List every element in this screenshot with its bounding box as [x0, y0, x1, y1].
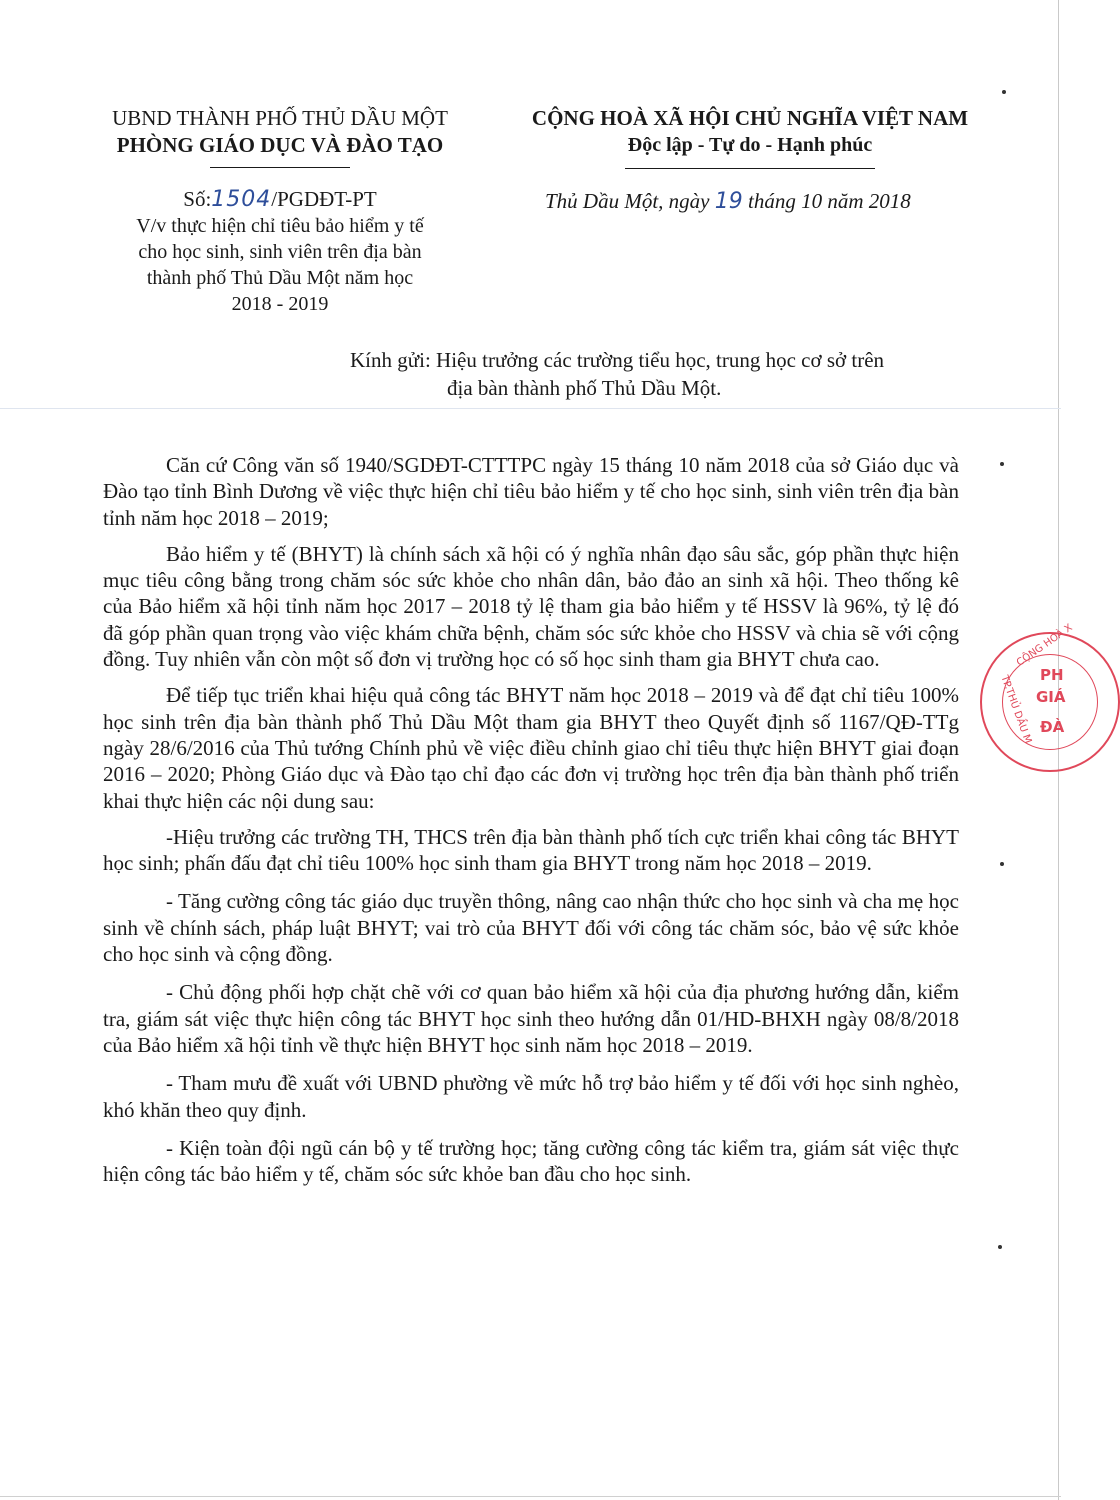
document-subject [90, 213, 470, 317]
body-paragraph: - Tham mưu đề xuất với UBND phường về mức hỗ trợ bảo hiểm y tế đối với học sinh nghèo, khó khăn theo quy định. [103, 1071, 959, 1122]
subject-line: V/v thực hiện chỉ tiêu bảo hiểm y tế [136, 215, 424, 237]
body-paragraph: Căn cứ Công văn số 1940/SGDĐT-CTTTPC ngày 15 tháng 10 năm 2018 của sở Giáo dục và Đào tạo tỉnh Bình Dương về việc thực hiện chỉ tiêu bảo hiểm y tế cho học sinh, sinh viên trên địa bàn tỉnh năm học 2018 – 2019; [103, 453, 959, 530]
body-paragraph: - Tăng cường công tác giáo dục truyền thông, nâng cao nhận thức cho học sinh và cha mẹ học sinh về chính sách, pháp luật BHYT; vai trò của BHYT đối với công tác chăm sóc, bảo vệ sức khỏe cho học sinh và cộng đồng. [103, 889, 959, 967]
handwritten-day: 19 [714, 189, 743, 214]
body-paragraph: - Chủ động phối hợp chặt chẽ với cơ quan bảo hiểm xã hội của địa phương hướng dẫn, kiểm tra, giám sát việc thực hiện công tác BHYT học sinh theo hướng dẫn 01/HD-BHXH ngày 08/8/2018 của Bảo hiểm xã hội tỉnh về thực hiện BHYT học sinh năm học 2018 – 2019. [103, 980, 959, 1057]
scan-edge-bottom [0, 1496, 1061, 1497]
body-paragraph: -Hiệu trưởng các trường TH, THCS trên địa bàn thành phố tích cực triển khai công tác BHYT học sinh; phấn đấu đạt chỉ tiêu 100% học sinh tham gia BHYT trong năm học 2018 – 2019. [103, 824, 959, 876]
subject-line: cho học sinh, sinh viên trên địa bàn [138, 241, 422, 263]
scan-speck [1000, 462, 1004, 466]
date-prefix: Thủ Dầu Một, ngày [545, 189, 715, 213]
document-body [103, 452, 959, 1199]
scan-speck [998, 1245, 1002, 1249]
body-paragraph: Bảo hiểm y tế (BHYT) là chính sách xã hội có ý nghĩa nhân đạo sâu sắc, góp phần thực hiện mục tiêu công bằng trong chăm sóc sức khỏe cho nhân dân, bảo đảo an sinh xã hội. Theo thống kê của Bảo hiểm xã hội tỉnh năm học 2017 – 2018 tỷ lệ tham gia bảo hiểm y tế HSSV là 96%, tỷ lệ đó đã góp phần quan trọng vào việc khám chữa bệnh, chăm sóc sức khỏe cho HSSV và chia sẽ với cộng đồng. Tuy nhiên vẫn còn một số đơn vị trường học có số học sinh tham gia BHYT chưa cao. [103, 541, 959, 672]
recipient-line-1: Kính gửi: Hiệu trưởng các trường tiểu học, trung học cơ sở trên [350, 348, 885, 372]
seal-inner-text: PH [1040, 666, 1064, 684]
national-motto-header [490, 105, 1010, 169]
body-paragraph: - Kiện toàn đội ngũ cán bộ y tế trường học; tăng cường công tác kiểm tra, giám sát việc thực hiện công tác bảo hiểm y tế, chăm sóc sức khỏe ban đầu cho học sinh. [103, 1135, 959, 1187]
official-seal-stamp [980, 622, 1120, 772]
seal-inner-text: ĐÀ [1040, 718, 1065, 736]
scan-speck [1000, 862, 1004, 866]
country-name: CỘNG HOÀ XÃ HỘI CHỦ NGHĨA VIỆT NAM [531, 106, 969, 130]
document-reference [90, 186, 470, 317]
fold-line [0, 408, 1061, 409]
number-prefix: Số: [183, 187, 212, 211]
national-motto: Độc lập - Tự do - Hạnh phúc [627, 134, 873, 156]
agency-underline [210, 167, 350, 168]
body-paragraph: Để tiếp tục triển khai hiệu quả công tác BHYT năm học 2018 – 2019 và để đạt chỉ tiêu 100% học sinh trên địa bàn thành phố Thủ Dầu Một tham gia BHYT theo Quyết định số 1167/QĐ-TTg ngày 28/6/2016 của Thủ tướng Chính phủ về việc điều chỉnh giao chỉ tiêu thực hiện BHYT giai đoạn 2016 – 2020; Phòng Giáo dục và Đào tạo chỉ đạo các đơn vị trường học trên địa bàn thành phố triển khai thực hiện các nội dung sau: [103, 683, 959, 813]
seal-arc-text: CỘNG HOÀ X [1014, 622, 1075, 669]
motto-underline [625, 168, 875, 169]
seal-arc-text-lower: TP.THỦ DẦU M [998, 673, 1034, 746]
handwritten-number: 1504 [211, 187, 272, 212]
issuing-agency-header [90, 105, 470, 168]
number-suffix: /PGDĐT-PT [271, 187, 377, 211]
subject-line: thành phố Thủ Dầu Một năm học [146, 267, 414, 289]
seal-inner-text: GIÁ [1036, 688, 1066, 706]
agency-name: PHÒNG GIÁO DỤC VÀ ĐÀO TẠO [116, 133, 444, 157]
scan-speck [1002, 90, 1006, 94]
place-and-date [545, 186, 995, 217]
document-number [90, 186, 470, 213]
subject-line: 2018 - 2019 [231, 293, 329, 315]
recipient-line-2: địa bàn thành phố Thủ Dầu Một. [447, 376, 722, 400]
date-rest: tháng 10 năm 2018 [742, 189, 911, 213]
recipient-block [350, 346, 990, 402]
agency-parent: UBND THÀNH PHỐ THỦ DẦU MỘT [112, 106, 448, 130]
